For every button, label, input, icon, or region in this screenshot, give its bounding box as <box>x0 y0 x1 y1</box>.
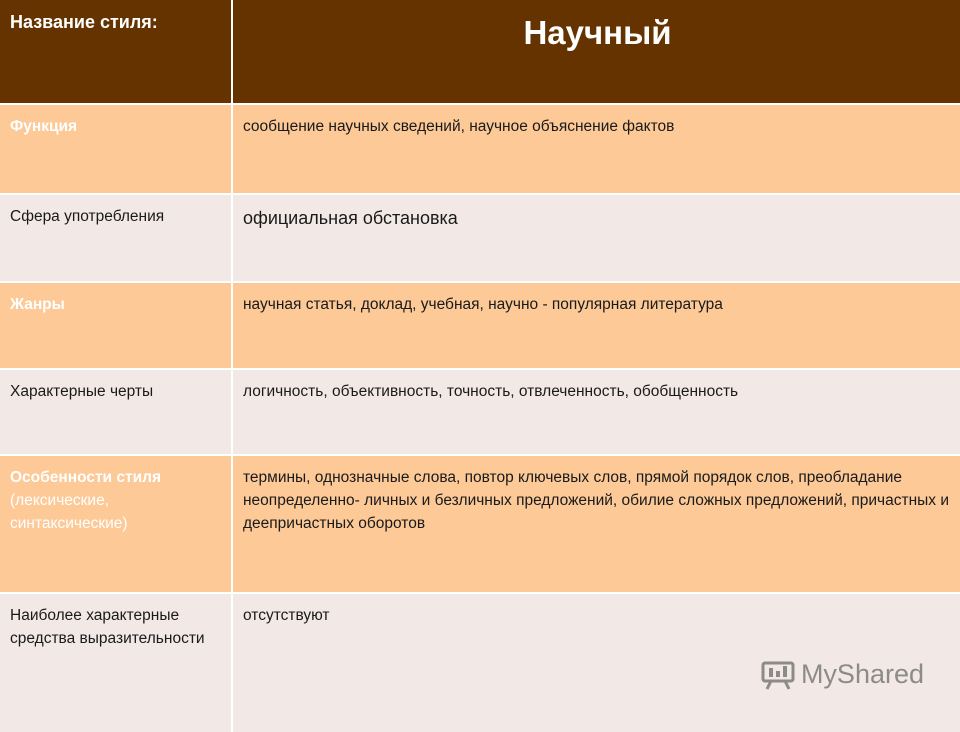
row-value: сообщение научных сведений, научное объяснение фактов <box>243 118 674 135</box>
row-value: логичность, объективность, точность, отвлеченность, обобщенность <box>243 383 738 400</box>
row-label-bold: Функция <box>10 118 77 135</box>
row-sphere-label <box>0 195 231 281</box>
row-value: отсутствуют <box>243 607 330 624</box>
row-label-rest: (лексические, синтаксические) <box>10 492 128 532</box>
header-label: Название стиля: <box>10 12 158 32</box>
row-traits-label <box>0 370 231 454</box>
row-function-value <box>233 105 960 193</box>
row-means-label <box>0 594 231 732</box>
row-sphere-value <box>233 195 960 281</box>
row-label: Сфера употребления <box>10 208 164 225</box>
row-value: официальная обстановка <box>243 208 458 228</box>
row-value: научная статья, доклад, учебная, научно - популярная литература <box>243 296 723 313</box>
row-label-bold: Жанры <box>10 296 65 313</box>
row-label: Характерные черты <box>10 383 153 400</box>
row-traits-value <box>233 370 960 454</box>
row-features-label <box>0 456 231 592</box>
presentation-board-icon <box>761 660 795 690</box>
page-title: Научный <box>523 14 671 51</box>
row-genres-value <box>233 283 960 368</box>
row-label-bold: Особенности стиля <box>10 469 161 486</box>
watermark-text: MyShared <box>801 659 924 690</box>
row-label: Наиболее характерные средства выразительности <box>10 607 205 647</box>
row-features-value <box>233 456 960 592</box>
row-function-label <box>0 105 231 193</box>
header-label-cell <box>0 0 231 103</box>
header-value-cell <box>233 0 960 103</box>
row-value: термины, однозначные слова, повтор ключевых слов, прямой порядок слов, преобладание неопределенно- личных и безличных предложений, обилие сложных предложений, причастных и деепричастных оборотов <box>243 469 949 532</box>
row-genres-label <box>0 283 231 368</box>
watermark-logo <box>761 659 924 690</box>
